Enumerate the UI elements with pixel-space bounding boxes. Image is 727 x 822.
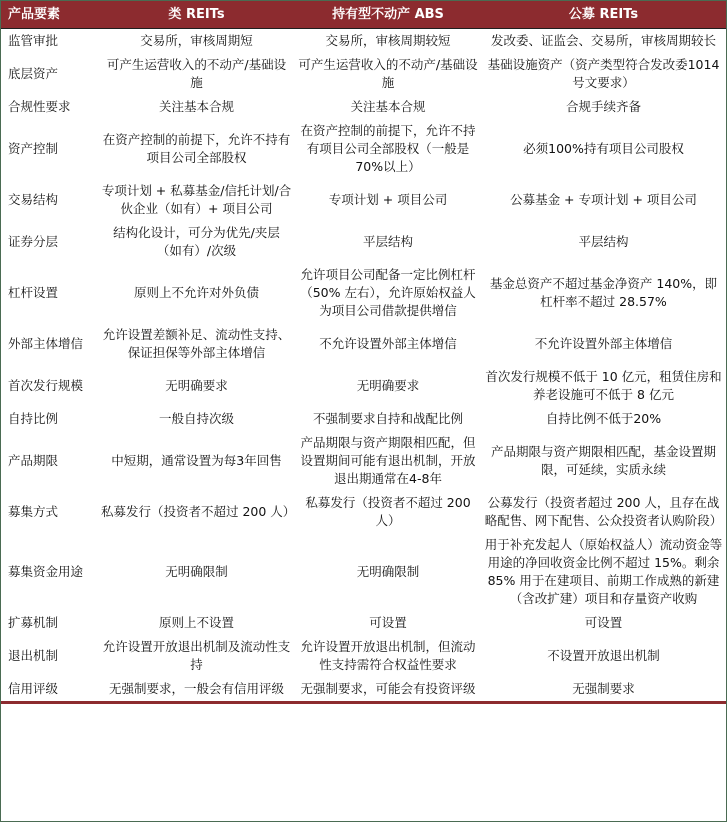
table-cell: 可产生运营收入的不动产/基础设施 bbox=[298, 57, 478, 90]
table-cell: 允许设置差额补足、流动性支持、保证担保等外部主体增信 bbox=[102, 327, 291, 360]
table-cell: 原则上不设置 bbox=[158, 615, 234, 630]
table-cell: 关注基本合规 bbox=[158, 99, 234, 114]
row-label: 外部主体增信 bbox=[8, 336, 84, 351]
table-cell: 平层结构 bbox=[362, 234, 413, 249]
table-cell: 在资产控制的前提下，允许不持有项目公司全部股权（一般是70%以上） bbox=[300, 123, 476, 174]
table-row bbox=[1, 95, 726, 119]
table-cell: 专项计划 + 私募基金/信托计划/合伙企业（如有）+ 项目公司 bbox=[101, 183, 292, 216]
table-row bbox=[1, 221, 726, 263]
table-cell: 首次发行规模不低于 10 亿元，租赁住房和养老设施可不低于 8 亿元 bbox=[485, 369, 722, 402]
table-cell: 关注基本合规 bbox=[350, 99, 426, 114]
table-cell: 用于补充发起人（原始权益人）流动资金等用途的净回收资金比例不超过 15%。剩余 85% 用于在建项目、前期工作成熟的新建（含改扩建）项目和存量资产收购 bbox=[484, 537, 723, 606]
table-row bbox=[1, 407, 726, 431]
row-label: 产品期限 bbox=[8, 453, 59, 468]
header-cell-holding-abs: 持有型不动产 ABS bbox=[295, 1, 481, 29]
table-row bbox=[1, 119, 726, 179]
table-cell: 不强制要求自持和战配比例 bbox=[312, 411, 463, 426]
table-cell: 不设置开放退出机制 bbox=[547, 648, 660, 663]
table-cell: 允许项目公司配备一定比例杠杆（50% 左右），允许原始权益人为项目公司借款提供增信 bbox=[300, 267, 476, 318]
table-row bbox=[1, 323, 726, 365]
table-row bbox=[1, 263, 726, 323]
header-row bbox=[1, 1, 726, 29]
header-cell-public-reits: 公募 REITs bbox=[481, 1, 726, 29]
table-cell: 无明确要求 bbox=[165, 378, 228, 393]
table-cell: 无强制要求，可能会有投资评级 bbox=[300, 681, 476, 696]
header-cell-quasi-reits: 类 REITs bbox=[98, 1, 295, 29]
table-cell: 交易所，审核周期短 bbox=[140, 33, 253, 48]
table-row bbox=[1, 365, 726, 407]
table-cell: 基金总资产不超过基金净资产 140%，即杠杆率不超过 28.57% bbox=[489, 276, 718, 309]
table-cell: 无明确要求 bbox=[356, 378, 420, 393]
table-cell: 允许设置开放退出机制，但流动性支持需符合权益性要求 bbox=[300, 639, 476, 672]
row-label: 退出机制 bbox=[8, 648, 59, 663]
table-cell: 交易所，审核周期较短 bbox=[325, 33, 451, 48]
table-cell: 无明确限制 bbox=[356, 564, 420, 579]
table-cell: 平层结构 bbox=[578, 234, 629, 249]
table-cell: 基础设施资产（资产类型符合发改委1014号文要求） bbox=[487, 57, 720, 90]
table-cell: 发改委、证监会、交易所，审核周期较长 bbox=[490, 33, 716, 48]
row-label: 自持比例 bbox=[8, 411, 59, 426]
table-cell: 产品期限与资产期限相匹配，基金设置期限，可延续，实质永续 bbox=[490, 444, 716, 477]
table-cell: 允许设置开放退出机制及流动性支持 bbox=[102, 639, 291, 672]
table-cell: 可设置 bbox=[584, 615, 623, 630]
row-label: 交易结构 bbox=[8, 192, 59, 207]
row-label: 监管审批 bbox=[8, 33, 59, 48]
table-row bbox=[1, 179, 726, 221]
table-header bbox=[1, 1, 726, 29]
table-cell: 无明确限制 bbox=[165, 564, 228, 579]
row-label: 扩募机制 bbox=[8, 615, 59, 630]
table-cell: 中短期，通常设置为每3年回售 bbox=[111, 453, 282, 468]
row-label: 杠杆设置 bbox=[8, 285, 59, 300]
table-row bbox=[1, 29, 726, 54]
table-cell: 不允许设置外部主体增信 bbox=[319, 336, 457, 351]
table-cell: 可产生运营收入的不动产/基础设施 bbox=[106, 57, 287, 90]
row-label: 合规性要求 bbox=[8, 99, 71, 114]
table-cell: 私募发行（投资者不超过 200 人） bbox=[101, 504, 296, 519]
table-cell: 公募发行（投资者超过 200 人，且存在战略配售、网下配售、公众投资者认购阶段） bbox=[484, 495, 723, 528]
table-cell: 私募发行（投资者不超过 200 人） bbox=[305, 495, 471, 528]
header-cell-product-factor: 产品要素 bbox=[1, 1, 98, 29]
table-cell: 可设置 bbox=[369, 615, 407, 630]
row-label: 募集方式 bbox=[8, 504, 59, 519]
comparison-table bbox=[1, 1, 726, 704]
row-label: 信用评级 bbox=[8, 681, 59, 696]
table-body bbox=[1, 29, 726, 703]
table-cell: 不允许设置外部主体增信 bbox=[534, 336, 673, 351]
table-cell: 专项计划 + 项目公司 bbox=[328, 192, 448, 207]
table-cell: 无强制要求，一般会有信用评级 bbox=[108, 681, 284, 696]
row-label: 底层资产 bbox=[8, 66, 59, 81]
table-cell: 在资产控制的前提下，允许不持有项目公司全部股权 bbox=[102, 132, 291, 165]
table-cell: 产品期限与资产期限相匹配，但设置期间可能有退出机制，开放退出期通常在4-8年 bbox=[300, 435, 476, 486]
table-row bbox=[1, 491, 726, 533]
row-label: 资产控制 bbox=[8, 141, 59, 156]
table-cell: 一般自持次级 bbox=[158, 411, 234, 426]
row-label: 证券分层 bbox=[8, 234, 59, 249]
table-row bbox=[1, 53, 726, 95]
table-cell: 必须100%持有项目公司股权 bbox=[523, 141, 684, 156]
table-cell: 结构化设计，可分为优先/夹层（如有）/次级 bbox=[113, 225, 280, 258]
table-row bbox=[1, 533, 726, 611]
row-label: 首次发行规模 bbox=[8, 378, 84, 393]
table-cell: 原则上不允许对外负债 bbox=[133, 285, 259, 300]
table-cell: 公募基金 + 专项计划 + 项目公司 bbox=[510, 192, 697, 207]
table-cell: 无强制要求 bbox=[572, 681, 635, 696]
table-cell: 自持比例不低于20% bbox=[545, 411, 662, 426]
table-row bbox=[1, 677, 726, 703]
table-row bbox=[1, 431, 726, 491]
table-cell: 合规手续齐备 bbox=[565, 99, 641, 114]
row-label: 募集资金用途 bbox=[8, 564, 84, 579]
table-row bbox=[1, 611, 726, 635]
table-row bbox=[1, 635, 726, 677]
